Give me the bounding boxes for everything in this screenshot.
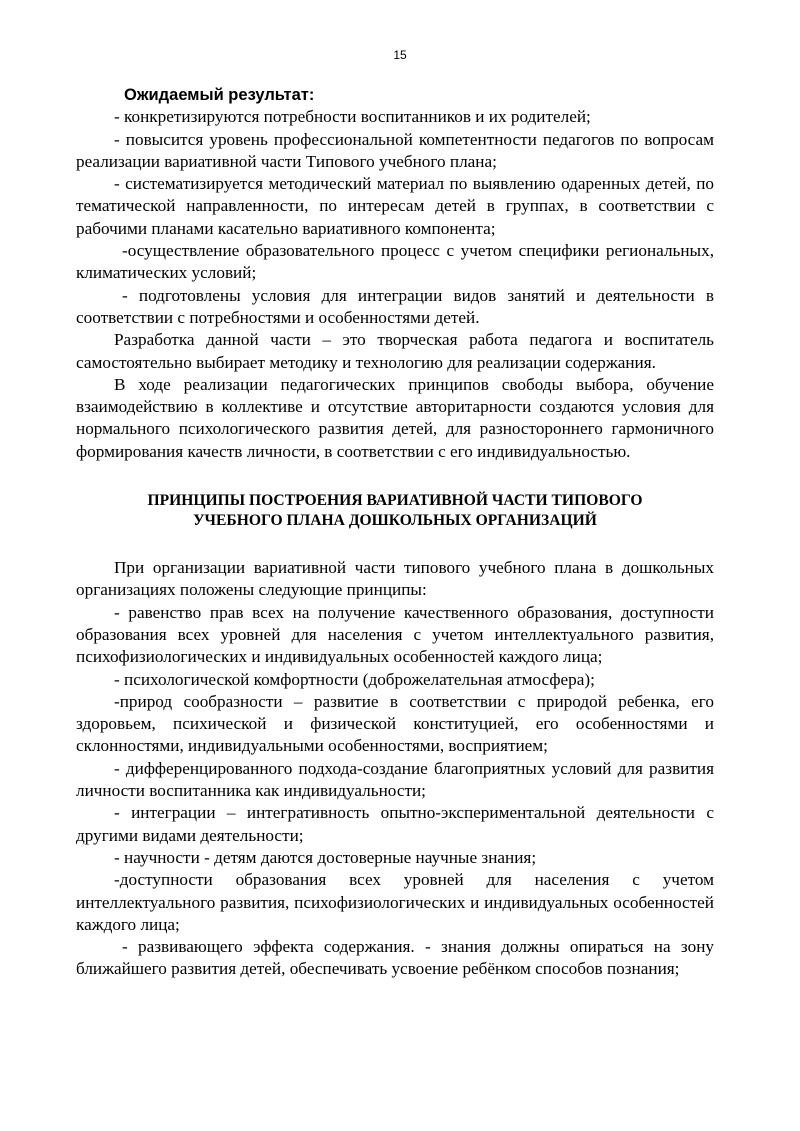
principle-item-4: - дифференцированного подхода-создание благоприятных условий для развития личности воспитанника как индивидуальности; [76,758,714,801]
principle-item-1: - равенство прав всех на получение качественного образования, доступности образования всех уровней для населения с учетом интеллектуального развития, психофизиологических и индивидуальных особенностей каждого лица; [76,602,714,667]
expected-item-3: - систематизируется методический материал по выявлению одаренных детей, по тематической направленности, по интересам детей в группах, в соответствии с рабочими планами касательно вариативного компонента; [76,174,714,238]
section-title-line-2: УЧЕБНОГО ПЛАНА ДОШКОЛЬНЫХ ОРГАНИЗАЦИЙ [193,512,597,530]
principle-item-2: - психологической комфортности (доброжелательная атмосфера); [114,669,595,689]
paragraph-principles-freedom: В ходе реализации педагогических принципов свободы выбора, обучение взаимодействию в коллективе и отсутствие авторитарности создаются условия для нормального психологического развития детей, для разностороннего гармоничного формирования качеств личности, в соответствии с его индивидуальностью. [76,374,714,461]
principle-item-6: - научности - детям даются достоверные научные знания; [114,847,537,867]
principle-item-8: - развивающего эффекта содержания. - знания должны опираться на зону ближайшего развития детей, обеспечивать усвоение ребёнком способов познания; [76,937,714,979]
expected-result-heading: Ожидаемый результат: [124,86,315,104]
principles-intro: При организации вариативной части типового учебного плана в дошкольных организациях положены следующие принципы: [76,558,714,600]
principle-item-5: - интеграции – интегративность опытно-экспериментальной деятельности с другими видами деятельности; [76,803,714,845]
expected-item-2: - повысится уровень профессиональной компетентности педагогов по вопросам реализации вариативной части Типового учебного плана; [76,129,714,171]
section-title-line-1: ПРИНЦИПЫ ПОСТРОЕНИЯ ВАРИАТИВНОЙ ЧАСТИ ТИПОВОГО [147,492,643,510]
expected-item-4: -осуществление образовательного процесс с учетом специфики региональных, климатических условий; [76,241,714,283]
section-title [76,491,714,531]
principle-item-7: -доступности образования всех уровней для населения с учетом интеллектуального развития, психофизиологических и индивидуальных особенностей каждого лица; [76,870,714,934]
document-body [76,84,714,981]
expected-item-5: - подготовлены условия для интеграции видов занятий и деятельности в соответствии с потребностями и особенностями детей. [76,285,714,327]
principle-item-3: -природ сообразности – развитие в соответствии с природой ребенка, его здоровьем, психической и физической конституцией, его особенностями и склонностями, индивидуальными особенностями, восприятием; [76,691,714,756]
expected-item-1: - конкретизируются потребности воспитанников и их родителей; [114,107,591,127]
page-number: 15 [393,48,407,62]
paragraph-development: Разработка данной части – это творческая работа педагога и воспитатель самостоятельно выбирает методику и технологию для реализации содержания. [76,330,714,372]
